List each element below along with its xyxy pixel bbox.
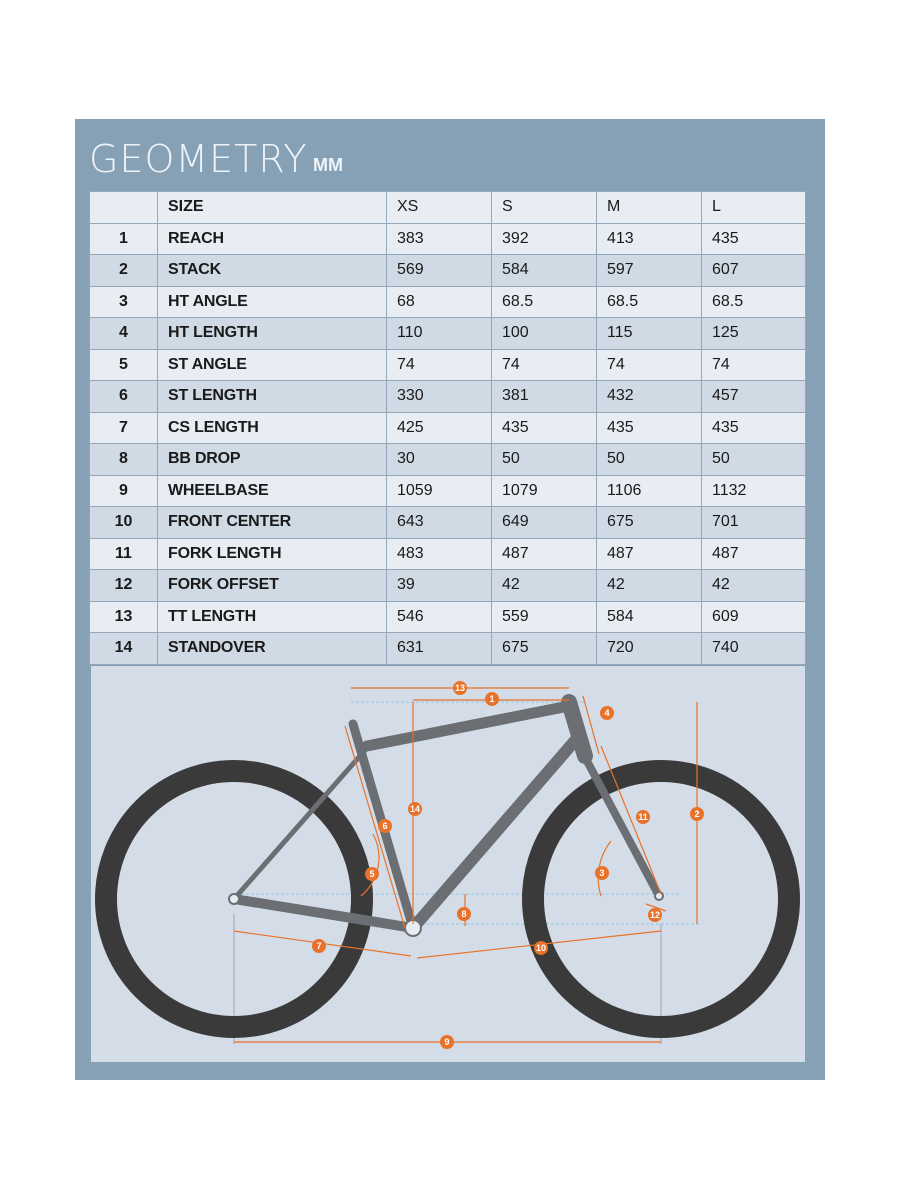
callout-14 bbox=[408, 802, 422, 816]
value-cell: 675 bbox=[597, 507, 702, 539]
header-index-cell bbox=[90, 192, 158, 224]
value-cell: 68.5 bbox=[492, 286, 597, 318]
table-row bbox=[90, 507, 806, 539]
geometry-panel bbox=[75, 119, 825, 1080]
value-cell: 1059 bbox=[387, 475, 492, 507]
callout-number: 14 bbox=[409, 804, 421, 814]
value-cell: 74 bbox=[492, 349, 597, 381]
geometry-table bbox=[89, 191, 806, 665]
table-row bbox=[90, 633, 806, 665]
value-cell: 383 bbox=[387, 223, 492, 255]
row-label: HT ANGLE bbox=[158, 286, 387, 318]
callout-number: 6 bbox=[382, 821, 388, 831]
value-cell: 125 bbox=[702, 318, 806, 350]
callout-number: 11 bbox=[638, 812, 648, 822]
table-row bbox=[90, 286, 806, 318]
value-cell: 1106 bbox=[597, 475, 702, 507]
header-cell: XS bbox=[387, 192, 492, 224]
callout-9 bbox=[440, 1035, 454, 1049]
value-cell: 74 bbox=[597, 349, 702, 381]
bike-diagram bbox=[91, 666, 805, 1062]
table-row bbox=[90, 381, 806, 413]
value-cell: 413 bbox=[597, 223, 702, 255]
value-cell: 74 bbox=[702, 349, 806, 381]
value-cell: 42 bbox=[597, 570, 702, 602]
value-cell: 381 bbox=[492, 381, 597, 413]
value-cell: 68.5 bbox=[597, 286, 702, 318]
callout-6 bbox=[378, 819, 392, 833]
header-cell: SIZE bbox=[158, 192, 387, 224]
value-cell: 74 bbox=[387, 349, 492, 381]
value-cell: 487 bbox=[597, 538, 702, 570]
callout-number: 1 bbox=[489, 694, 495, 704]
row-number: 7 bbox=[90, 412, 158, 444]
value-cell: 559 bbox=[492, 601, 597, 633]
callout-13 bbox=[453, 681, 467, 695]
row-number: 9 bbox=[90, 475, 158, 507]
value-cell: 432 bbox=[597, 381, 702, 413]
value-cell: 435 bbox=[597, 412, 702, 444]
table-row bbox=[90, 444, 806, 476]
value-cell: 68.5 bbox=[702, 286, 806, 318]
bike-diagram-svg bbox=[91, 666, 805, 1062]
value-cell: 50 bbox=[492, 444, 597, 476]
value-cell: 609 bbox=[702, 601, 806, 633]
row-label: BB DROP bbox=[158, 444, 387, 476]
value-cell: 50 bbox=[597, 444, 702, 476]
table-row bbox=[90, 570, 806, 602]
callout-10 bbox=[534, 941, 548, 955]
row-number: 3 bbox=[90, 286, 158, 318]
value-cell: 68 bbox=[387, 286, 492, 318]
value-cell: 546 bbox=[387, 601, 492, 633]
row-label: FORK LENGTH bbox=[158, 538, 387, 570]
callout-3 bbox=[595, 866, 609, 880]
value-cell: 720 bbox=[597, 633, 702, 665]
value-cell: 435 bbox=[492, 412, 597, 444]
value-cell: 740 bbox=[702, 633, 806, 665]
row-number: 12 bbox=[90, 570, 158, 602]
table-row bbox=[90, 538, 806, 570]
table-header-row bbox=[90, 192, 806, 224]
table-row bbox=[90, 601, 806, 633]
front-dropout bbox=[655, 892, 663, 900]
row-number: 14 bbox=[90, 633, 158, 665]
row-number: 11 bbox=[90, 538, 158, 570]
callout-4 bbox=[600, 706, 614, 720]
row-label: ST LENGTH bbox=[158, 381, 387, 413]
value-cell: 435 bbox=[702, 223, 806, 255]
value-cell: 701 bbox=[702, 507, 806, 539]
callout-number: 9 bbox=[444, 1037, 450, 1047]
value-cell: 457 bbox=[702, 381, 806, 413]
value-cell: 100 bbox=[492, 318, 597, 350]
value-cell: 631 bbox=[387, 633, 492, 665]
value-cell: 597 bbox=[597, 255, 702, 287]
value-cell: 392 bbox=[492, 223, 597, 255]
value-cell: 569 bbox=[387, 255, 492, 287]
row-label: TT LENGTH bbox=[158, 601, 387, 633]
row-number: 8 bbox=[90, 444, 158, 476]
callout-number: 7 bbox=[316, 941, 322, 951]
row-label: FORK OFFSET bbox=[158, 570, 387, 602]
callout-number: 5 bbox=[369, 869, 375, 879]
value-cell: 584 bbox=[597, 601, 702, 633]
value-cell: 425 bbox=[387, 412, 492, 444]
callout-number: 3 bbox=[599, 868, 605, 878]
value-cell: 487 bbox=[492, 538, 597, 570]
row-label: REACH bbox=[158, 223, 387, 255]
table-row bbox=[90, 223, 806, 255]
value-cell: 483 bbox=[387, 538, 492, 570]
value-cell: 643 bbox=[387, 507, 492, 539]
value-cell: 110 bbox=[387, 318, 492, 350]
callout-number: 2 bbox=[694, 809, 700, 819]
callout-7 bbox=[312, 939, 326, 953]
callout-5 bbox=[365, 867, 379, 881]
row-label: CS LENGTH bbox=[158, 412, 387, 444]
row-label: STACK bbox=[158, 255, 387, 287]
table-row bbox=[90, 255, 806, 287]
callout-number: 12 bbox=[649, 910, 661, 920]
value-cell: 330 bbox=[387, 381, 492, 413]
header-cell: S bbox=[492, 192, 597, 224]
table-row bbox=[90, 318, 806, 350]
value-cell: 487 bbox=[702, 538, 806, 570]
callout-8 bbox=[457, 907, 471, 921]
value-cell: 675 bbox=[492, 633, 597, 665]
row-number: 13 bbox=[90, 601, 158, 633]
row-label: WHEELBASE bbox=[158, 475, 387, 507]
unit-label: MM bbox=[313, 155, 343, 175]
callout-11 bbox=[636, 810, 650, 824]
row-number: 5 bbox=[90, 349, 158, 381]
header-cell: M bbox=[597, 192, 702, 224]
value-cell: 1079 bbox=[492, 475, 597, 507]
value-cell: 42 bbox=[702, 570, 806, 602]
callout-number: 13 bbox=[454, 683, 466, 693]
value-cell: 30 bbox=[387, 444, 492, 476]
table-row bbox=[90, 349, 806, 381]
value-cell: 39 bbox=[387, 570, 492, 602]
row-number: 2 bbox=[90, 255, 158, 287]
callout-number: 8 bbox=[461, 909, 467, 919]
callout-12 bbox=[648, 908, 662, 922]
callout-1 bbox=[485, 692, 499, 706]
table-row bbox=[90, 412, 806, 444]
row-label: STANDOVER bbox=[158, 633, 387, 665]
row-label: FRONT CENTER bbox=[158, 507, 387, 539]
callout-2 bbox=[690, 807, 704, 821]
table-row bbox=[90, 475, 806, 507]
header-cell: L bbox=[702, 192, 806, 224]
row-label: ST ANGLE bbox=[158, 349, 387, 381]
value-cell: 1132 bbox=[702, 475, 806, 507]
value-cell: 115 bbox=[597, 318, 702, 350]
row-label: HT LENGTH bbox=[158, 318, 387, 350]
value-cell: 649 bbox=[492, 507, 597, 539]
rear-dropout bbox=[229, 894, 239, 904]
page-title: GEOMETRY bbox=[89, 137, 308, 181]
value-cell: 584 bbox=[492, 255, 597, 287]
callout-number: 10 bbox=[535, 943, 547, 953]
row-number: 4 bbox=[90, 318, 158, 350]
value-cell: 50 bbox=[702, 444, 806, 476]
value-cell: 435 bbox=[702, 412, 806, 444]
row-number: 6 bbox=[90, 381, 158, 413]
callout-number: 4 bbox=[604, 708, 610, 718]
row-number: 1 bbox=[90, 223, 158, 255]
value-cell: 607 bbox=[702, 255, 806, 287]
row-number: 10 bbox=[90, 507, 158, 539]
value-cell: 42 bbox=[492, 570, 597, 602]
